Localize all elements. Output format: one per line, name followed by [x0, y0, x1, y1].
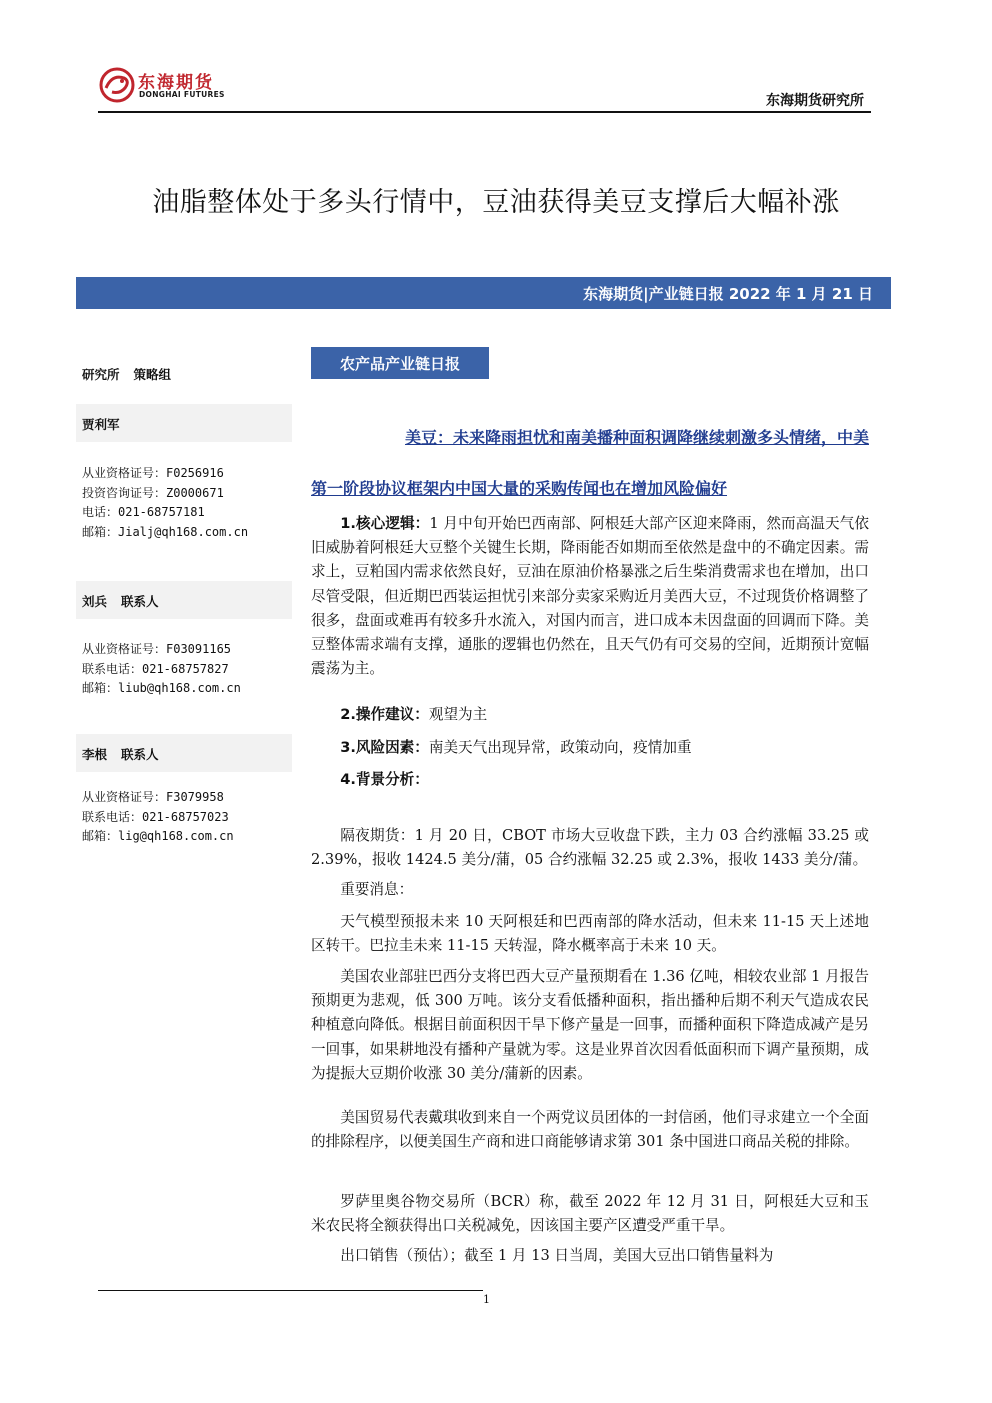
analyst-contact [82, 464, 248, 542]
phone-number: 电话：021-68757181 [82, 505, 205, 519]
weather-paragraph [311, 910, 869, 958]
dragon-logo-icon [98, 66, 136, 104]
donghai-logo [98, 66, 238, 106]
headline-line-1: 美豆：未来降雨担忧和南美播种面积调降继续刺激多头情绪，中美 [404, 428, 869, 447]
license-number: 从业资格证号：F03091165 [82, 642, 232, 656]
overnight-paragraph [311, 824, 869, 872]
institute-name: 东海期货研究所 [766, 93, 864, 109]
overnight-text: 隔夜期货：1 月 20 日，CBOT 市场大豆收盘下跌，主力 03 合约涨幅 33.25 或 2.39%，报收 1424.5 美分/蒲，05 合约涨幅 32.25 或 2.3%，报收 1433 美分/蒲。 [311, 827, 869, 869]
department-label: 研究所 [82, 367, 120, 382]
risk-label: 3.风险因素： [340, 739, 429, 756]
core-logic-label: 1.核心逻辑： [340, 515, 430, 532]
section-tag [311, 347, 489, 379]
phone-number: 联系电话：021-68757827 [82, 661, 229, 676]
news-title-paragraph [311, 878, 869, 902]
risk-text: 南美天气出现异常，政策动向，疫情加重 [428, 739, 692, 756]
phone-number: 联系电话：021-68757023 [82, 809, 229, 824]
export-paragraph [311, 1244, 869, 1268]
license-number: 从业资格证号：F0256916 [82, 466, 224, 480]
consult-number: 投资咨询证号：Z0000671 [82, 485, 224, 500]
email-address[interactable]: 邮箱：lig@qh168.com.cn [82, 829, 234, 843]
trade-text: 美国贸易代表戴琪收到来自一个两党议员团体的一封信函，他们寻求建立一个全面的排除程序，以便美国生产商和进口商能够请求第 301 条中国进口商品关税的排除。 [311, 1109, 869, 1151]
core-logic-block [311, 512, 869, 681]
page-number: 1 [483, 1293, 490, 1306]
background-block [311, 768, 869, 792]
weather-text: 天气模型预报未来 10 天阿根廷和巴西南部的降水活动，但未来 11-15 天上述地区转干。巴拉圭未来 11-15 天转湿，降水概率高于未来 10 天。 [311, 913, 869, 955]
analyst-name: 李根 [82, 747, 108, 762]
export-text: 出口销售（预估）；截至 1 月 13 日当周，美国大豆出口销售量料为 [340, 1247, 774, 1264]
operation-label: 2.操作建议： [340, 706, 429, 723]
sidebar-department [82, 365, 185, 383]
usda-text: 美国农业部驻巴西分支将巴西大豆产量预期看在 1.36 亿吨，相较农业部 1 月报告预期更为悲观，低 300 万吨。该分支看低播种面积，指出播种后期不利天气造成农民种植意向降低。根据目前面积因干旱下修产量是一回事，而播种面积下降造成减产是另一回事，如果耕地没有播种产量就为零。这是业界首次因看低面积而下调产量预期，成为提振大豆期价收涨 30 美分/蒲新的因素。 [311, 968, 869, 1082]
report-banner [76, 277, 891, 309]
license-number: 从业资格证号：F3079958 [82, 790, 224, 804]
background-label: 4.背景分析： [340, 771, 429, 788]
analyst-name: 刘兵 [82, 594, 108, 609]
footer-rule [98, 1290, 483, 1291]
logo-english-text: DONGHAI FUTURES [139, 90, 225, 99]
report-title: 油脂整体处于多头行情中，豆油获得美豆支撑后大幅补涨 [152, 187, 840, 218]
headline-line-2: 第一阶段协议框架内中国大量的采购传闻也在增加风险偏好 [311, 479, 728, 498]
usda-paragraph [311, 965, 869, 1086]
news-title: 重要消息： [340, 881, 414, 898]
core-logic-text: 1 月中旬开始巴西南部、阿根廷大部产区迎来降雨，然而高温天气依旧威胁着阿根廷大豆整个关键生长期，降雨能否如期而至依然是盘中的不确定因素。需求上，豆粕国内需求依然良好，豆油在原油价格暴涨之后生柴消费需求也在增加，出口尽管受限，但近期巴西装运担忧引来部分卖家采购近月美西大豆，不过现货价格调整了很多，盘面或难再有较多升水流入，对国内而言，进口成本未因盘面的回调而下降。美豆整体需求端有支撑，通胀的逻辑也仍然在，且天气仍有可交易的空间，近期预计宽幅震荡为主。 [311, 515, 869, 678]
analyst-contact [82, 640, 241, 699]
group-label: 策略组 [133, 367, 172, 382]
operation-block [311, 703, 869, 727]
bcr-text: 罗萨里奥谷物交易所（BCR）称，截至 2022 年 12 月 31 日，阿根廷大豆和玉米农民将全额获得出口关税减免，因该国主要产区遭受严重干旱。 [311, 1193, 869, 1235]
trade-paragraph [311, 1106, 869, 1154]
analyst-role: 联系人 [121, 594, 159, 609]
email-address[interactable]: 邮箱：liub@qh168.com.cn [82, 681, 241, 695]
header-rule [98, 111, 871, 113]
analyst-name-box [76, 581, 292, 619]
analyst-name: 贾利军 [82, 417, 120, 432]
analyst-name-box [76, 734, 292, 772]
analyst-name-box [76, 404, 292, 442]
analyst-contact [82, 788, 234, 847]
bcr-paragraph [311, 1190, 869, 1238]
analyst-role: 联系人 [121, 747, 159, 762]
email-address[interactable]: 邮箱：Jialj@qh168.com.cn [82, 524, 249, 539]
logo-chinese-text: 东海期货 [138, 73, 214, 93]
operation-text: 观望为主 [428, 706, 488, 723]
banner-text: 东海期货|产业链日报 2022 年 1 月 21 日 [583, 285, 873, 303]
section-tag-label: 农产品产业链日报 [339, 355, 460, 373]
risk-block [311, 736, 869, 760]
